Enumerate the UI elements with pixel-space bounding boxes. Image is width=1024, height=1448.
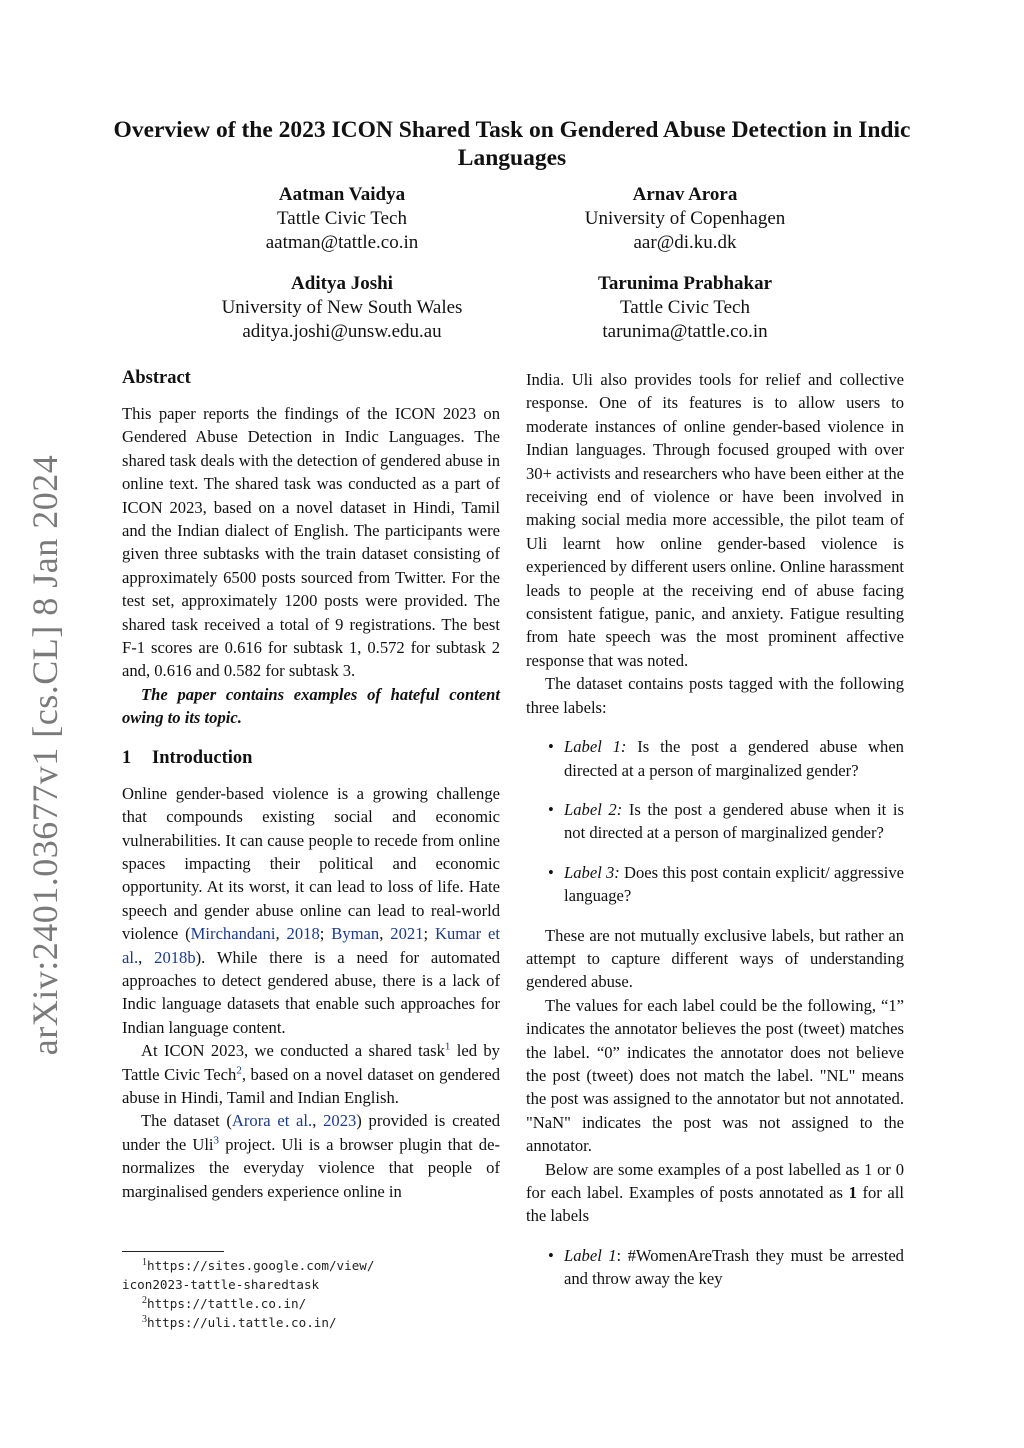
arxiv-identifier-text: arXiv:2401.03677v1 [cs.CL] 8 Jan 2024 xyxy=(25,454,65,1056)
footnote-number: 2 xyxy=(142,1294,147,1306)
author-email[interactable]: tarunima@tattle.co.in xyxy=(602,321,768,342)
citation-year-link[interactable]: 2018b xyxy=(154,947,196,967)
paragraph-text: At ICON 2023, we conducted a shared task xyxy=(141,1041,445,1061)
author-block xyxy=(495,272,875,344)
footnote-1-continued[interactable]: icon2023-tattle-sharedtask xyxy=(122,1277,320,1292)
paragraph-text: project. Uli is a browser plugin that de-normalizes the everyday violence that people of marginalised genders experience online in xyxy=(122,1134,500,1201)
footnote-2 xyxy=(122,1294,502,1313)
example-list xyxy=(526,1244,904,1291)
author-name: Aatman Vaidya xyxy=(278,184,406,205)
section-title: Introduction xyxy=(152,747,253,768)
separator: ; xyxy=(423,924,436,944)
label-description: Does this post contain explicit/ aggressive language? xyxy=(564,862,904,906)
arxiv-identifier xyxy=(20,454,70,1056)
right-paragraph-5 xyxy=(526,1158,904,1228)
paragraph-text: for all the labels xyxy=(526,1183,904,1226)
bold-value: 1 xyxy=(848,1183,857,1202)
paragraph-text: Below are some examples of a post labelled as 1 or 0 for each label. Examples of posts annotated as xyxy=(526,1159,904,1202)
right-paragraph-1: India. Uli also provides tools for relief and collective response. One of its features is to allow users to moderate instances of online gender-based violence in Indian languages. Through focused grouped with over 30+ activists and researchers who have been either at the receiving end of violence or have been involved in making social media more accessible, the pilot team of Uli learnt how online gender-based violence is experienced by different users online. Online harassment leads to people at the receiving end of abuse facing consistent fatigue, panic, and anxiety. Fatigue resulting from hate speech was the most prominent affective response that was noted. xyxy=(526,370,904,670)
paragraph-text: Online gender-based violence is a growing challenge that compounds existing social and economic vulnerabilities. It can cause people to recede from online spaces impacting their political and economic opportunity. At its worst, it can lead to loss of life. Hate speech and gender abuse online can lead to real-world violence ( xyxy=(122,783,500,944)
citation-link[interactable]: Arora et al. xyxy=(231,1111,313,1131)
left-column xyxy=(122,366,500,1203)
citation-link[interactable]: Kumar et al. xyxy=(122,924,501,967)
citation-year-link[interactable]: 2023 xyxy=(323,1111,357,1131)
citation-year-link[interactable]: 2018 xyxy=(286,924,320,944)
author-affiliation: Tattle Civic Tech xyxy=(620,297,750,318)
footnote-url[interactable]: https://tattle.co.in/ xyxy=(147,1296,307,1311)
footnote-number: 3 xyxy=(142,1313,147,1325)
abstract-body: This paper reports the findings of the ICON 2023 on Gendered Abuse Detection in Indic Languages. The shared task deals with the detection of gendered abuse in online text. The shared task was conducted as a part of ICON 2023, based on a novel dataset in Hindi, Tamil and the Indian dialect of English. The participants were given three subtasks with the train dataset consisting of approximately 6500 posts sourced from Twitter. For the test set, approximately 1200 posts were provided. The shared task received a total of 9 registrations. The best F-1 scores are 0.616 for subtask 1, 0.572 for subtask 2 and, 0.616 and 0.582 for subtask 3. xyxy=(122,404,500,681)
list-item xyxy=(526,735,904,782)
author-affiliation: Tattle Civic Tech xyxy=(277,208,407,229)
separator: : xyxy=(616,1245,628,1265)
label-name: Label 1 xyxy=(564,1245,617,1265)
citation-link[interactable]: Byman xyxy=(331,924,380,944)
paper-title: Overview of the 2023 ICON Shared Task on Gendered Abuse Detection in Indic Languages xyxy=(113,117,911,171)
footnote-marker[interactable]: 1 xyxy=(444,1040,451,1053)
bullet-icon: • xyxy=(548,737,554,757)
footnote-1 xyxy=(122,1256,502,1275)
footnote-3 xyxy=(122,1313,502,1332)
bullet-icon: • xyxy=(548,799,554,819)
separator: ; xyxy=(319,924,332,944)
section-number: 1 xyxy=(122,747,132,768)
intro-paragraph-1: Online gender-based violence is a growing challenge that compounds existing social and economic vulnerabilities. It can cause people to recede from online spaces impacting their political and economic opportunity. At its worst, it can lead to loss of life. Hate speech and gender abuse online can lead to real-world violence (Mirchandani, 2018; Byman, 2021; Kumar et al., 2018b). While there is a need for automated approaches to detect gendered abuse, there is a lack of Indic language datasets that enable such approaches for Indian language content. xyxy=(122,783,501,1037)
label-name: Label 2: xyxy=(564,799,623,819)
list-item xyxy=(526,1244,904,1291)
footnote-url[interactable]: https://sites.google.com/view/ xyxy=(147,1258,375,1273)
author-affiliation: University of New South Wales xyxy=(221,297,463,318)
introduction-heading xyxy=(122,746,500,770)
right-paragraph-4: The values for each label could be the following, “1” indicates the annotator believes the post (tweet) matches the label. “0” indicates the annotator does not believe the post (tweet) does not match the label. "NL" means the post was assigned to the annotator but not annotated. "NaN" indicates the post was not assigned to the annotator. xyxy=(526,995,904,1156)
citation-year-link[interactable]: 2021 xyxy=(390,924,424,944)
author-email[interactable]: aatman@tattle.co.in xyxy=(265,232,419,253)
intro-paragraph-3: The dataset (Arora et al., 2023) provided is created under the Uli$^3$ project. Uli is a browser plugin that de-normalizes the everyday violence that people of marginalised genders experience online in xyxy=(122,1111,500,1201)
author-name: Aditya Joshi xyxy=(291,273,393,294)
content-warning: The paper contains examples of hateful content owing to its topic. xyxy=(122,684,500,728)
author-affiliation: University of Copenhagen xyxy=(584,208,786,229)
author-name: Tarunima Prabhakar xyxy=(597,273,773,294)
paragraph-text: , based on a novel dataset on gendered abuse in Hindi, Tamil and Indian English. xyxy=(122,1064,500,1107)
right-column xyxy=(526,368,904,1291)
intro-paragraph-2 xyxy=(122,1039,500,1109)
bullet-icon: • xyxy=(548,862,554,882)
paragraph-text: The dataset ( xyxy=(141,1111,232,1131)
author-block xyxy=(152,272,532,344)
example-text: #WomenAreTrash they must be arrested and throw away the key xyxy=(564,1245,904,1289)
right-paragraph-2: The dataset contains posts tagged with the following three labels: xyxy=(526,674,904,717)
footnote-divider xyxy=(122,1251,224,1252)
list-item xyxy=(526,861,904,908)
paragraph-text: led by Tattle Civic Tech xyxy=(122,1041,500,1084)
paragraph-text: ) provided is created under the Uli xyxy=(122,1111,500,1154)
author-email[interactable]: aditya.joshi@unsw.edu.au xyxy=(242,321,442,342)
author-email[interactable]: aar@di.ku.dk xyxy=(633,232,737,253)
citation-link[interactable]: Mirchandani xyxy=(190,924,276,944)
label-description: Is the post a gendered abuse when directed at a person of marginalized gender? xyxy=(564,737,904,780)
footnote-marker[interactable]: 2 xyxy=(236,1064,242,1077)
abstract-heading: Abstract xyxy=(122,368,191,388)
label-name: Label 3: xyxy=(564,862,620,882)
paragraph-text: ). While there is a need for automated approaches to detect gendered abuse, there is a lack of Indic language datasets that enable such approaches for Indian language content. xyxy=(122,947,500,1037)
label-list xyxy=(526,735,904,907)
label-name: Label 1: xyxy=(564,737,627,757)
footnote-marker[interactable]: 3 xyxy=(213,1134,220,1147)
footnotes xyxy=(122,1256,502,1332)
bullet-icon: • xyxy=(548,1245,554,1265)
right-paragraph-3: These are not mutually exclusive labels, but rather an attempt to capture different ways of understanding gendered abuse. xyxy=(526,925,904,992)
footnote-url[interactable]: https://uli.tattle.co.in/ xyxy=(147,1315,337,1330)
footnote-number: 1 xyxy=(142,1256,147,1268)
list-item xyxy=(526,798,904,845)
author-name: Arnav Arora xyxy=(632,184,738,205)
author-block xyxy=(152,183,532,255)
label-description: Is the post a gendered abuse when it is not directed at a person of marginalized gender? xyxy=(564,799,904,843)
author-block xyxy=(495,183,875,255)
